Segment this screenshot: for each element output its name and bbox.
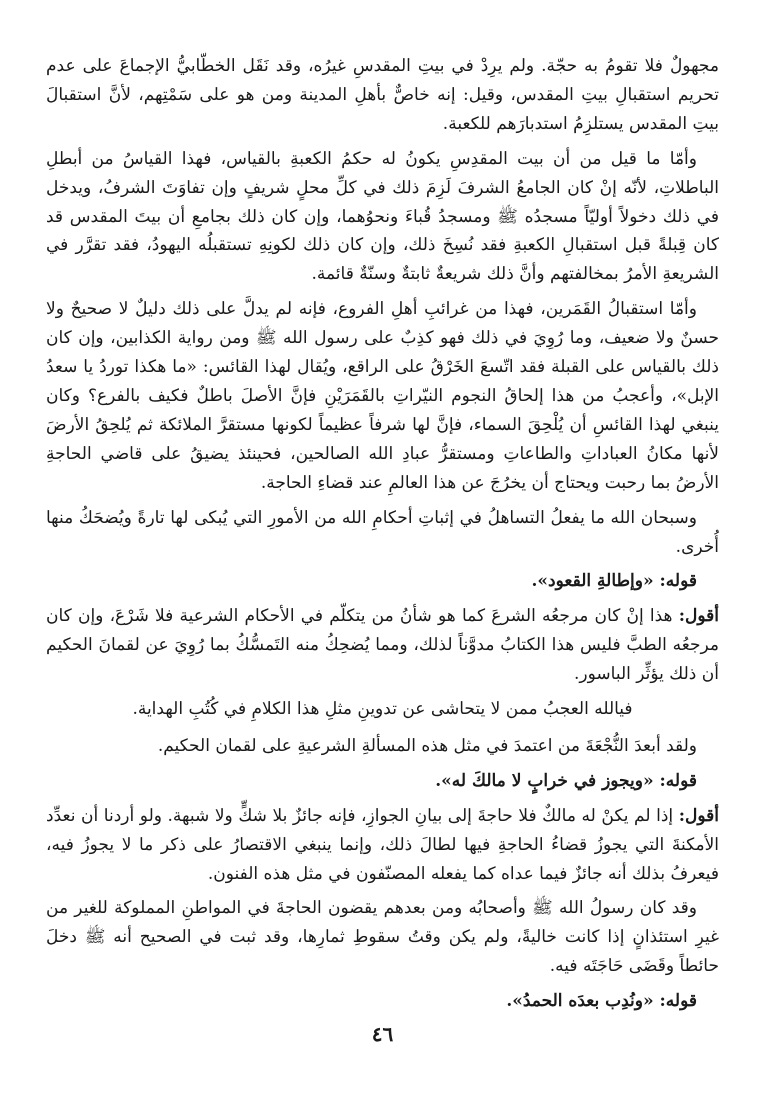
quote-heading-2: [46, 767, 719, 796]
paragraph-text: فيالله العجبُ ممن لا يتحاشى عن تدوينِ مثلِ هذا الكلامِ في كُتُبِ الهداية.: [132, 699, 633, 720]
paragraph-text: وقد كان رسولُ الله ﷺ وأصحابُه ومن بعدهم يقضون الحاجةَ في المواطنِ المملوكة للغير من غيرِ استئذانٍ إذا كانت خاليةً، ولم يكن وقتُ سقوطِ ثمارِها، وقد ثبت في الصحيح أنه ﷺ دخلَ حائطاً وقَضَى حَاجَتَه فيه.: [46, 898, 719, 977]
paragraph-text: إذا لم يكنْ له مالكٌ فلا حاجةَ إلى بيانِ الجوازِ، فإنه جائزٌ بلا شكٍّ ولا شبهة. ولو أردنا أن نعدِّد الأمكنةَ التي يجوزُ قضاءُ الحاجةِ فيها لطالَ ذلك، وإنما ينبغي الاقتصارُ على ذكر ما لا يجوزُ فيه، فيعرفُ بذلك أنه جائزٌ فيما عداه كما يفعله المصنّفون في مثل هذه الفنون.: [46, 805, 719, 884]
page-body: [46, 52, 719, 1016]
answer-paragraph-2: [46, 802, 719, 889]
quote-label: قوله:: [659, 991, 697, 1012]
paragraph-prophet: [46, 894, 719, 981]
paragraph-3: [46, 295, 719, 497]
paragraph-2: [46, 145, 719, 290]
paragraph-text: ولقد أبعدَ النُّجْعَةَ من اعتمدَ في مثل هذه المسألةِ الشرعيةِ على لقمان الحكيم.: [157, 735, 697, 756]
quote-text: «ونُدِب بعدَه الحمدُ».: [506, 991, 660, 1012]
quote-text: «ويجوز في خرابٍ لا مالكَ له».: [435, 770, 660, 791]
quote-heading-1: [46, 567, 719, 596]
quote-label: قوله:: [659, 770, 697, 791]
paragraph-text: مجهولٌ فلا تقومُ به حجّة. ولم يرِدْ في بيتِ المقدسِ غيرُه، وقد نَقَل الخطّابيُّ الإجماعَ على عدم تحريم استقبالِ بيتِ المقدس، وقيل: إنه خاصٌّ بأهلِ المدينة ومن هو على سَمْتِهم، لأنَّ استقبالَ بيتِ المقدس يستلزِمُ استدبارَهم للكعبة.: [46, 56, 719, 134]
paragraph-text: وأمّا ما قيل من أن بيت المقدِسِ يكونُ له حكمُ الكعبةِ بالقياس، فهذا القياسُ من أبطلِ الباطلاتِ، لأنّه إنْ كان الجامعُ الشرفَ لَزِمَ ذلك في كلِّ محلٍ شريفٍ وإن تفاوَتَ الشرفُ، ويدخل في ذلك دخولاً أوليّاً مسجدُه ﷺ ومسجدُ قُباءَ ونحوُهما، وإن كان ذلك بجامعِ أن بيتَ المقدس قد كان قِبلةً قبل استقبالِ الكعبةِ فقد نُسِخَ ذلك، وإن كان ذلك لكونِهِ تستقبلُه اليهودُ، فقد تقرَّر في الشريعةِ الأمرُ بمخالفتهم وأنَّ ذلك شريعةٌ ثابتةٌ وسنّةٌ قائمة.: [46, 148, 720, 285]
page-number: ٤٦: [371, 1022, 394, 1046]
paragraph-text: وسبحان الله ما يفعلُ التساهلُ في إثباتِ أحكامِ الله من الأمورِ التي يُبكى لها تارةً ويُضحَكُ منها أُخرى.: [46, 507, 719, 557]
quote-heading-3: [46, 987, 719, 1016]
paragraph-1: [46, 52, 719, 139]
answer-label: أقول:: [678, 805, 719, 826]
paragraph-luqman: [46, 732, 719, 761]
answer-paragraph-1: [46, 602, 719, 689]
paragraph-text: وأمّا استقبالُ القَمَرين، فهذا من غرائبِ أهلِ الفروع، فإنه لم يدلَّ على ذلك دليلٌ لا صحيحٌ ولا حسنٌ ولا ضعيف، وما رُوِيَ في ذلك فهو كذِبٌ على رسول الله ﷺ ومن رواية الكذابين، وإن كان ذلك بالقياس على القبلة فقد اتّسعَ الخَرْقُ على الراقع، ويُقال لهذا القائس: «ما هكذا توردُ يا سعدُ الإبل»، وأعجبُ من هذا إلحاقُ النجوم النيّراتِ بالقَمَرَيْنِ فإنَّ الأصلَ باطلٌ فكيف بالفرع؟ وكان ينبغي لهذا القائسِ أن يُلْحِقَ السماء، فإنَّ لها شرفاً عظيماً لكونها مستقرَّ الملائكة ثم يُلحِقُ الأرضَ لأنها مكانُ العباداتِ والطاعاتِ ومستقرُّ عبادِ الله الصالحين، فحينئذ يضيقُ على قاضي الحاجةِ الأرضُ بما رحبت ويحتاج أن يخرُجَ عن هذا العالمِ عند قضاءِ الحاجة.: [46, 299, 719, 493]
paragraph-exclamation: [46, 695, 719, 724]
paragraph-text: هذا إنْ كان مرجعُه الشرعَ كما هو شأنُ من يتكلّم في الأحكام الشرعية فلا شَرْعَ، وإن كان مرجعُه الطبَّ فليس هذا الكتابُ مدوَّناً لذلك، ومما يُضحِكُ منه التَمسُّكُ بما رُوِيَ عن لقمانَ الحكيم أن ذلك يؤثِّر الباسور.: [46, 606, 719, 685]
quote-text: «وإطالةِ القعود».: [531, 571, 660, 592]
answer-label: أقول:: [678, 606, 719, 627]
quote-label: قوله:: [659, 571, 697, 592]
paragraph-4: [46, 504, 719, 562]
